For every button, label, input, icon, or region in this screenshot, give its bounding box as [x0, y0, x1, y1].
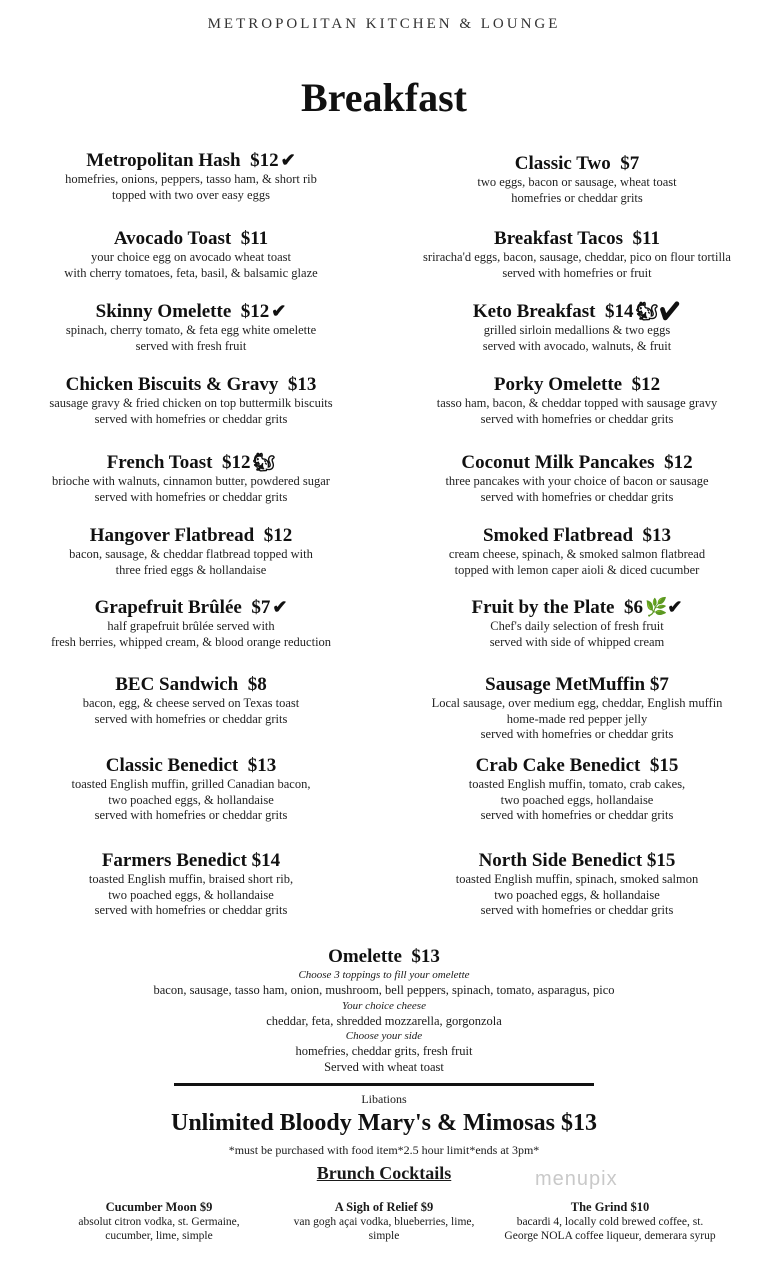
healthy-check-icon: ✔ — [272, 597, 288, 617]
item-desc-line: served with homefries or cheddar grits — [480, 727, 674, 741]
item-name: Metropolitan Hash — [86, 150, 241, 171]
item-desc-line: home-made red pepper jelly — [506, 711, 648, 726]
item-desc-line: served with fresh fruit — [135, 338, 247, 353]
page-title: Breakfast — [301, 75, 467, 120]
item-name: Avocado Toast — [113, 228, 232, 249]
item-name: Porky Omelette — [493, 374, 623, 395]
menu-item — [392, 754, 762, 824]
item-desc-line: served with homefries or cheddar grits — [94, 489, 288, 504]
menu-item — [6, 673, 376, 727]
cocktail-desc-line: bacardi 4, locally cold brewed coffee, st. — [516, 1216, 704, 1228]
cocktail-name: Cucumber Moon $9 — [105, 1200, 213, 1214]
leaf-check-icon: 🌿✔ — [645, 597, 683, 617]
toppings-list: bacon, sausage, tasso ham, onion, mushroom, bell peppers, spinach, tomato, asparagus, pico — [153, 983, 615, 997]
item-price: $15 — [646, 850, 676, 871]
item-name: Farmers Benedict — [101, 850, 247, 871]
toast-note: Served with wheat toast — [324, 1059, 444, 1074]
item-desc-line: half grapefruit brûlée served with — [107, 619, 275, 633]
item-name: Keto Breakfast — [472, 301, 596, 322]
item-desc-line: brioche with walnuts, cinnamon butter, powdered sugar — [52, 474, 330, 488]
omelette-section — [0, 945, 768, 1075]
item-price: $13 — [642, 525, 672, 546]
menu-item — [6, 227, 376, 281]
cheese-list: cheddar, feta, shredded mozzarella, gorgonzola — [266, 1013, 502, 1028]
menu-item — [392, 373, 762, 427]
healthy-check-icon: ✔ — [280, 150, 296, 170]
item-desc-line: sausage gravy & fried chicken on top buttermilk biscuits — [49, 396, 333, 410]
item-desc-line: two eggs, bacon or sausage, wheat toast — [477, 175, 677, 189]
menu-item — [392, 849, 762, 919]
item-price: $12 — [263, 525, 293, 546]
toppings-label: Choose 3 toppings to fill your omelette — [298, 969, 470, 981]
item-desc-line: tasso ham, bacon, & cheddar topped with sausage gravy — [436, 396, 718, 410]
item-desc-line: two poached eggs, & hollandaise — [108, 792, 274, 807]
brunch-cocktails-title: Brunch Cocktails — [316, 1163, 452, 1183]
item-price: $14 — [604, 301, 634, 322]
item-name: Grapefruit Brûlée — [94, 597, 242, 618]
item-price: $15 — [649, 755, 679, 776]
item-name: Crab Cake Benedict — [475, 755, 641, 776]
cocktail-item — [485, 1200, 735, 1243]
item-name: French Toast — [106, 452, 213, 473]
item-desc-line: served with homefries or cheddar grits — [94, 711, 288, 726]
divider-rule — [174, 1083, 594, 1086]
item-desc-line: fresh berries, whipped cream, & blood orange reduction — [50, 634, 332, 649]
nut-check-icon: 🐿✔ — [635, 301, 682, 321]
item-name: Breakfast Tacos — [494, 228, 624, 249]
unlimited-drinks-note: *must be purchased with food item*2.5 hour limit*ends at 3pm* — [228, 1143, 540, 1157]
item-price: $12 — [250, 150, 279, 171]
item-price: $7 — [649, 674, 669, 695]
menu-item — [6, 300, 376, 354]
healthy-check-icon: ✔ — [271, 301, 287, 321]
item-desc-line: served with homefries or cheddar grits — [480, 808, 674, 822]
item-desc-line: served with homefries or cheddar grits — [480, 489, 674, 504]
menu-item — [6, 149, 376, 203]
menu-item — [6, 451, 376, 505]
item-desc-line: grilled sirloin medallions & two eggs — [483, 323, 671, 337]
item-name: Fruit by the Plate — [471, 597, 615, 618]
item-name: North Side Benedict — [478, 850, 643, 871]
libations-label: Libations — [361, 1092, 407, 1106]
item-price: $12 — [221, 452, 251, 473]
omelette-price: $13 — [411, 946, 440, 967]
item-desc-line: three fried eggs & hollandaise — [115, 562, 267, 577]
item-price: $7 — [620, 153, 640, 174]
side-list: homefries, cheddar grits, fresh fruit — [295, 1044, 473, 1058]
cheese-label: Your choice cheese — [342, 999, 426, 1012]
item-desc-line: Chef's daily selection of fresh fruit — [490, 619, 664, 633]
menu-item — [6, 849, 376, 919]
item-desc-line: two poached eggs, & hollandaise — [494, 887, 660, 902]
item-name: Classic Benedict — [105, 755, 239, 776]
item-desc-line: spinach, cherry tomato, & feta egg white omelette — [65, 323, 317, 337]
item-desc-line: served with homefries or cheddar grits — [94, 903, 288, 917]
menu-item — [392, 673, 762, 743]
item-price: $14 — [251, 850, 281, 871]
item-price: $13 — [247, 755, 277, 776]
item-name: Smoked Flatbread — [482, 525, 634, 546]
item-desc-line: toasted English muffin, spinach, smoked salmon — [455, 872, 699, 886]
cocktail-desc-line: van gogh açai vodka, blueberries, lime, — [293, 1216, 475, 1228]
item-desc-line: served with homefries or cheddar grits — [480, 903, 674, 917]
item-desc-line: your choice egg on avocado wheat toast — [91, 250, 291, 264]
nut-icon: 🐿 — [252, 452, 276, 472]
item-desc-line: toasted English muffin, grilled Canadian bacon, — [71, 777, 311, 791]
item-name: Chicken Biscuits & Gravy — [65, 374, 279, 395]
item-price: $12 — [631, 374, 661, 395]
item-desc-line: bacon, egg, & cheese served on Texas toast — [82, 696, 300, 710]
item-desc-line: served with side of whipped cream — [489, 634, 665, 649]
item-desc-line: with cherry tomatoes, feta, basil, & balsamic glaze — [64, 265, 318, 280]
item-price: $8 — [247, 674, 267, 695]
item-desc-line: toasted English muffin, tomato, crab cakes, — [468, 777, 686, 791]
item-desc-line: three pancakes with your choice of bacon or sausage — [445, 474, 709, 488]
cocktail-name: A Sigh of Relief $9 — [334, 1200, 434, 1214]
menu-item — [392, 227, 762, 281]
restaurant-brand: METROPOLITAN KITCHEN & LOUNGE — [207, 16, 561, 32]
item-desc-line: topped with lemon caper aioli & diced cucumber — [454, 562, 700, 577]
menu-item — [392, 152, 762, 206]
cocktail-desc-line: cucumber, lime, simple — [105, 1230, 213, 1242]
menu-item — [6, 754, 376, 824]
item-price: $11 — [240, 228, 269, 249]
item-desc-line: served with homefries or cheddar grits — [94, 808, 288, 822]
unlimited-drinks-headline: Unlimited Bloody Mary's & Mimosas $13 — [171, 1110, 597, 1136]
item-desc-line: topped with two over easy eggs — [112, 187, 270, 202]
item-desc-line: toasted English muffin, braised short rib, — [88, 872, 294, 886]
item-desc-line: Local sausage, over medium egg, cheddar, English muffin — [431, 696, 723, 710]
item-desc-line: two poached eggs, hollandaise — [500, 792, 654, 807]
menu-item — [392, 300, 762, 354]
item-name: Hangover Flatbread — [89, 525, 255, 546]
menu-item — [6, 373, 376, 427]
item-name: BEC Sandwich — [115, 674, 239, 695]
item-name: Classic Two — [514, 153, 611, 174]
cocktail-desc-line: George NOLA coffee liqueur, demerara syrup — [504, 1230, 716, 1242]
menu-item — [392, 524, 762, 578]
omelette-name: Omelette — [328, 946, 402, 967]
cocktail-desc-line: simple — [368, 1230, 400, 1242]
item-price: $7 — [251, 597, 271, 618]
item-desc-line: two poached eggs, & hollandaise — [108, 887, 274, 902]
item-name: Skinny Omelette — [95, 301, 232, 322]
item-name: Sausage MetMuffin — [485, 674, 646, 695]
cocktail-item — [259, 1200, 509, 1243]
cocktail-name: The Grind $10 — [570, 1200, 650, 1214]
cocktail-item — [34, 1200, 284, 1243]
cocktail-desc-line: absolut citron vodka, st. Germaine, — [78, 1216, 240, 1228]
item-price: $6 — [624, 597, 643, 618]
menu-item — [392, 451, 762, 505]
menu-item — [392, 596, 762, 650]
item-price: $12 — [664, 452, 693, 473]
side-label: Choose your side — [345, 1030, 423, 1042]
item-desc-line: homefries or cheddar grits — [511, 190, 643, 205]
item-desc-line: cream cheese, spinach, & smoked salmon flatbread — [448, 547, 706, 561]
item-desc-line: bacon, sausage, & cheddar flatbread topped with — [69, 547, 313, 561]
menu-item — [6, 596, 376, 650]
item-desc-line: homefries, onions, peppers, tasso ham, & short rib — [65, 172, 317, 186]
menupix-watermark: menupix — [535, 1168, 618, 1190]
item-desc-line: served with homefries or cheddar grits — [94, 411, 288, 426]
item-price: $11 — [632, 228, 660, 249]
item-desc-line: served with avocado, walnuts, & fruit — [482, 338, 672, 353]
item-desc-line: served with homefries or fruit — [502, 265, 652, 280]
item-desc-line: served with homefries or cheddar grits — [480, 411, 674, 426]
item-desc-line: sriracha'd eggs, bacon, sausage, cheddar, pico on flour tortilla — [423, 250, 731, 264]
item-price: $12 — [240, 301, 270, 322]
item-name: Coconut Milk Pancakes — [461, 452, 655, 473]
item-price: $13 — [287, 374, 317, 395]
menu-item — [6, 524, 376, 578]
